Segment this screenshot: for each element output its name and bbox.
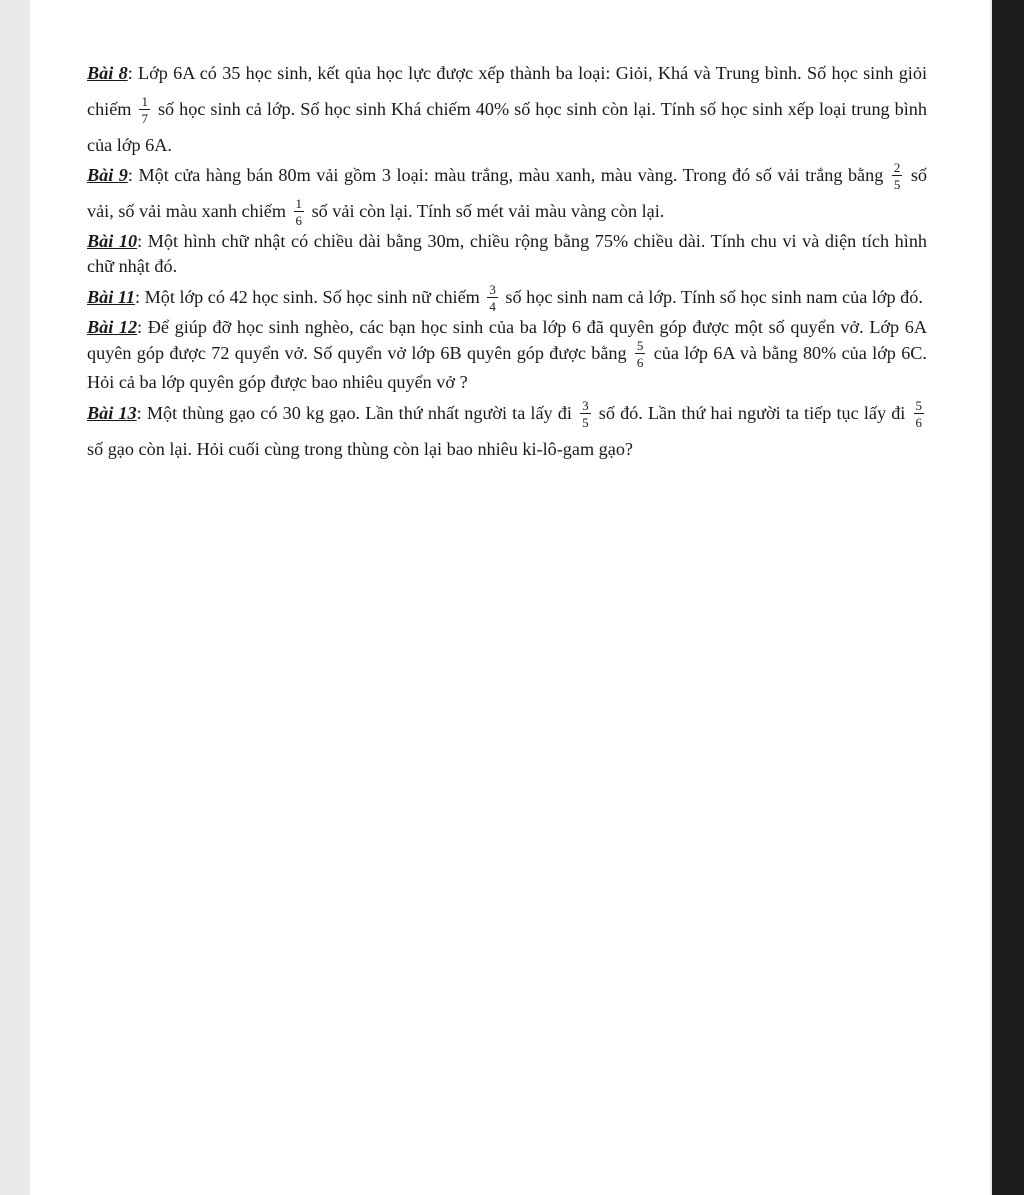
fraction-numerator: 5 — [636, 338, 644, 353]
fraction-numerator: 3 — [489, 281, 496, 297]
fraction-denominator: 5 — [582, 414, 589, 430]
exercise-9 — [87, 157, 927, 229]
fraction-numerator: 5 — [915, 397, 922, 413]
fraction-denominator: 6 — [915, 414, 922, 430]
exercise-10 — [87, 229, 927, 279]
fraction — [580, 399, 591, 429]
exercise-text: : Một hình chữ nhật có chiều dài bằng 30m, chiều rộng bằng 75% chiều dài. Tính chu vi và diện tích hình chữ nhật đó. — [87, 231, 928, 276]
exercise-text: : Lớp 6A có 35 học sinh, kết qủa học lực được xếp thành ba loại: Giỏi, Khá và Trung bình. Số học sinh giỏi chiếm — [87, 63, 928, 119]
fraction-numerator: 2 — [893, 159, 901, 175]
fraction-denominator: 7 — [141, 110, 148, 126]
exercise-label: Bài 9 — [87, 165, 128, 185]
exercise-label: Bài 13 — [87, 403, 137, 423]
exercise-text: số vải còn lại. Tính số mét vải màu vàng còn lại. — [307, 201, 665, 221]
exercise-label: Bài 8 — [87, 63, 128, 83]
exercise-text: số học sinh cả lớp. Số học sinh Khá chiếm 40% số học sinh còn lại. Tính số học sinh xếp loại trung bình của lớp 6A. — [87, 99, 927, 155]
document-page — [30, 0, 990, 1195]
fraction — [892, 161, 903, 191]
exercise-text: : Một lớp có 42 học sinh. Số học sinh nữ chiếm — [135, 287, 485, 307]
fraction-denominator: 6 — [295, 212, 303, 228]
fraction-denominator: 5 — [893, 176, 901, 192]
fraction-numerator: 1 — [295, 195, 303, 211]
exercise-label: Bài 10 — [87, 231, 138, 251]
fraction — [487, 283, 498, 313]
fraction-denominator: 4 — [489, 298, 496, 314]
exercise-label: Bài 12 — [87, 317, 138, 337]
exercise-text: số đó. Lần thứ hai người ta tiếp tục lấy đi — [593, 403, 911, 423]
exercise-text: : Một cửa hàng bán 80m vải gồm 3 loại: màu trắng, màu xanh, màu vàng. Trong đó số vải trắng bằng — [127, 165, 889, 185]
exercise-text: số vải, số vải màu xanh chiếm — [87, 165, 928, 221]
exercise-11 — [87, 279, 927, 315]
fraction — [294, 197, 305, 227]
exercise-13 — [87, 395, 927, 467]
fraction-denominator: 6 — [636, 355, 644, 370]
exercise-label: Bài 11 — [87, 287, 136, 307]
viewer-edge — [992, 0, 1024, 1195]
exercise-text: của lớp 6A và bằng 80% của lớp 6C. Hỏi cả ba lớp quyên góp được bao nhiêu quyển vở ? — [87, 343, 927, 392]
exercise-list — [87, 55, 927, 467]
fraction — [914, 399, 925, 429]
exercise-text: : Một thùng gạo có 30 kg gạo. Lần thứ nhất người ta lấy đi — [136, 403, 578, 423]
exercise-12 — [87, 315, 927, 395]
fraction — [139, 95, 150, 125]
exercise-text: số học sinh nam cả lớp. Tính số học sinh nam của lớp đó. — [500, 287, 923, 307]
fraction — [635, 339, 646, 369]
exercise-text: số gạo còn lại. Hỏi cuối cùng trong thùng còn lại bao nhiêu ki-lô-gam gạo? — [87, 439, 633, 459]
exercise-text: : Để giúp đỡ học sinh nghèo, các bạn học sinh của ba lớp 6 đã quyên góp được một số quyển vở. Lớp 6A quyên góp được 72 quyển vở. Số quyển vở lớp 6B quyên góp được bằng — [87, 317, 927, 364]
exercise-8 — [87, 55, 927, 163]
fraction-numerator: 3 — [582, 397, 589, 413]
fraction-numerator: 1 — [141, 93, 148, 109]
